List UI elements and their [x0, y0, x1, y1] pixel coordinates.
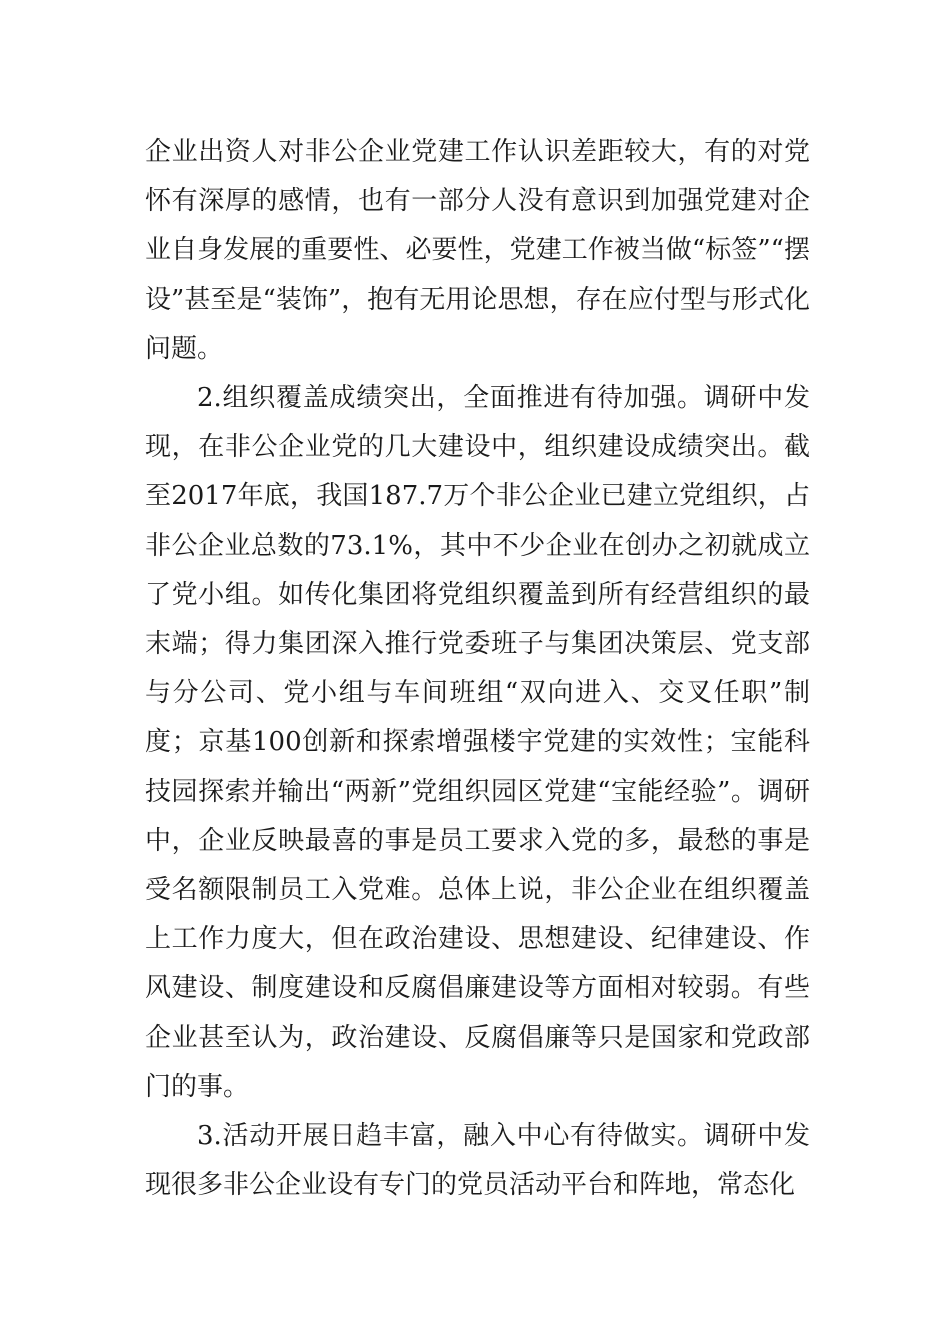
paragraph-activities: 3.活动开展日趋丰富，融入中心有待做实。调研中发现很多非公企业设有专门的党员活动平台和阵地，常态化 [145, 1121, 810, 1201]
document-body [145, 128, 810, 1210]
paragraph-organization-coverage: 2.组织覆盖成绩突出，全面推进有待加强。调研中发现，在非公企业党的几大建设中，组织建设成绩突出。截至2017年底，我国187.7万个非公企业已建立党组织，占非公企业总数的73.1%，其中不少企业在创办之初就成立了党小组。如传化集团将党组织覆盖到所有经营组织的最末端；得力集团深入推行党委班子与集团决策层、党支部与分公司、党小组与车间班组“双向进入、交叉任职”制度；京基100创新和探索增强楼宇党建的实效性；宝能科技园探索并输出“两新”党组织园区党建“宝能经验”。调研中，企业反映最喜的事是员工要求入党的多，最愁的事是受名额限制员工入党难。总体上说，非公企业在组织覆盖上工作力度大，但在政治建设、思想建设、纪律建设、作风建设、制度建设和反腐倡廉建设等方面相对较弱。有些企业甚至认为，政治建设、反腐倡廉等只是国家和党政部门的事。 [145, 383, 810, 1102]
paragraph-continuation: 企业出资人对非公企业党建工作认识差距较大，有的对党怀有深厚的感情，也有一部分人没有意识到加强党建对企业自身发展的重要性、必要性，党建工作被当做“标签”“摆设”甚至是“装饰”，抱有无用论思想，存在应付型与形式化问题。 [145, 137, 810, 364]
